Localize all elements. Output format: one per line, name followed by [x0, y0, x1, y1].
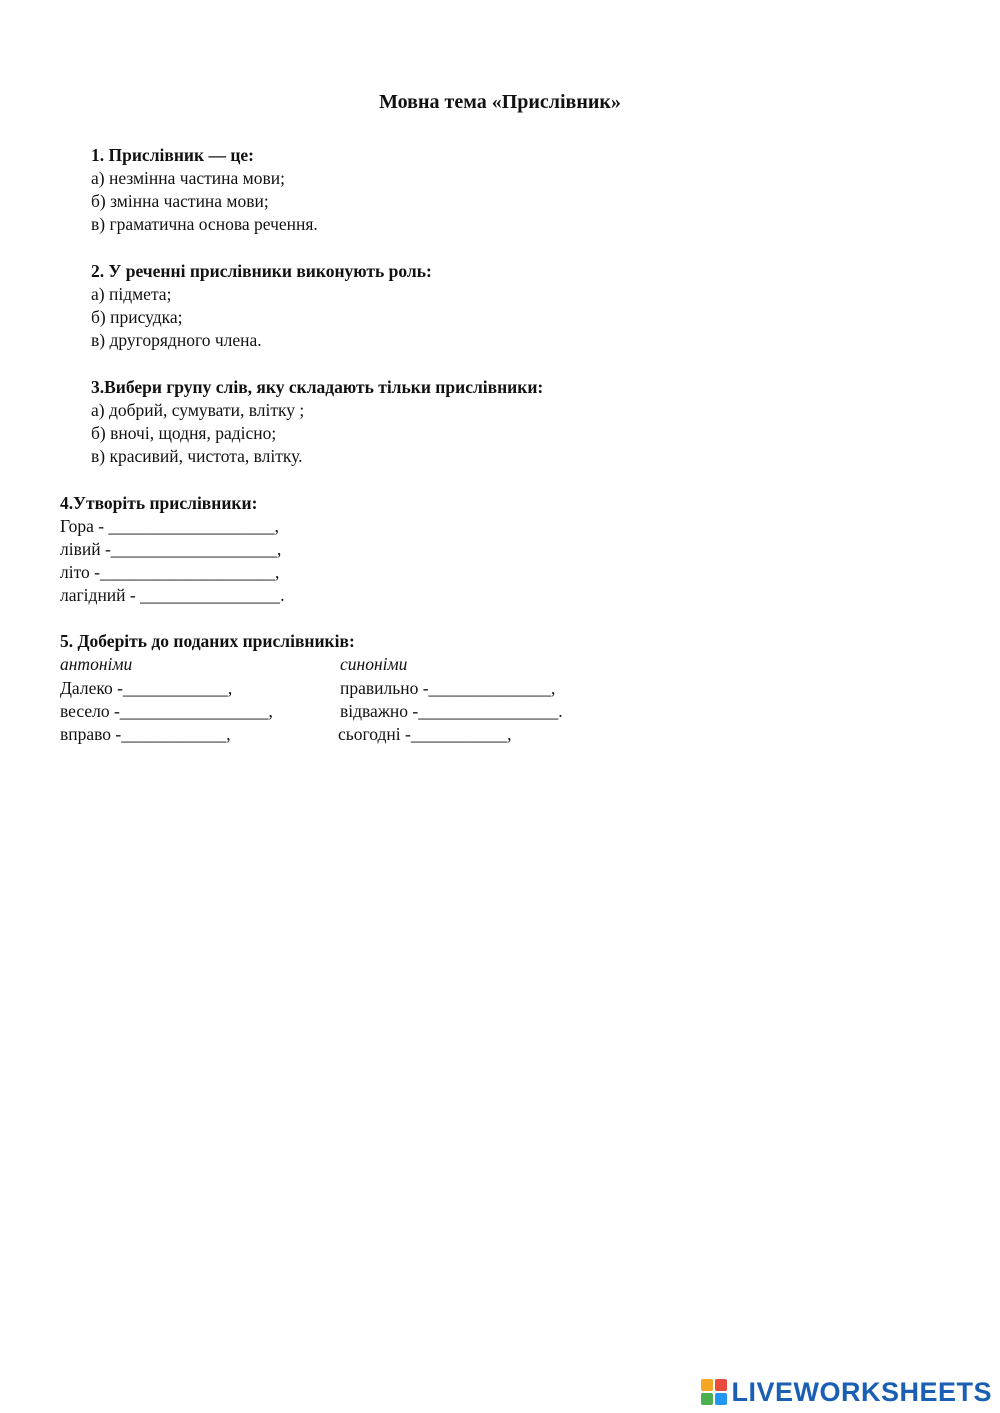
question-2-option-a: а) підмета; [91, 284, 172, 304]
question-3-heading: 3.Вибери групу слів, яку складають тільки прислівники: [91, 377, 544, 397]
logo-square-4 [715, 1393, 727, 1405]
antonym-item-daleko[interactable]: Далеко -____________, [60, 678, 233, 698]
question-1-heading: 1. Прислівник — це: [91, 145, 255, 165]
logo-square-1 [701, 1379, 713, 1391]
question-5-heading: 5. Доберіть до поданих прислівників: [60, 631, 355, 651]
synonym-item-pravylno[interactable]: правильно -______________, [340, 678, 556, 698]
liveworksheets-logo-text: LIVEWORKSHEETS [731, 1377, 992, 1407]
question-2-option-c: в) другорядного члена. [91, 330, 262, 350]
question-3-option-b: б) вночі, щодня, радісно; [91, 423, 277, 443]
antonyms-column-label: антоніми [60, 654, 133, 674]
logo-square-3 [701, 1393, 713, 1405]
question-4-heading: 4.Утворіть прислівники: [60, 493, 258, 513]
question-1-option-b: б) змінна частина мови; [91, 191, 269, 211]
question-4-item-lito[interactable]: літо -____________________, [60, 562, 280, 582]
synonym-item-vidvazhno[interactable]: відважно -________________. [340, 701, 563, 721]
synonym-item-sohodni[interactable]: сьогодні -___________, [338, 724, 512, 744]
page-title: Мовна тема «Прислівник» [379, 91, 621, 113]
question-2-heading: 2. У реченні прислівники виконують роль: [91, 261, 432, 281]
question-1-option-a: а) незмінна частина мови; [91, 168, 285, 188]
question-3-option-a: а) добрий, сумувати, влітку ; [91, 400, 305, 420]
question-3-option-c: в) красивий, чистота, влітку. [91, 446, 303, 466]
liveworksheets-logo [701, 1377, 992, 1407]
antonym-item-veselo[interactable]: весело -_________________, [60, 701, 273, 721]
antonym-item-vpravo[interactable]: вправо -____________, [60, 724, 231, 744]
question-4-item-gora[interactable]: Гора - ___________________, [60, 516, 280, 536]
question-1-option-c: в) граматична основа речення. [91, 214, 318, 234]
question-4-item-lahidnyi[interactable]: лагідний - ________________. [60, 585, 285, 605]
liveworksheets-logo-icon [701, 1379, 727, 1405]
logo-square-2 [715, 1379, 727, 1391]
question-4-item-livyi[interactable]: лівий -___________________, [60, 539, 282, 559]
synonyms-column-label: синоніми [340, 654, 408, 674]
question-2-option-b: б) присудка; [91, 307, 183, 327]
